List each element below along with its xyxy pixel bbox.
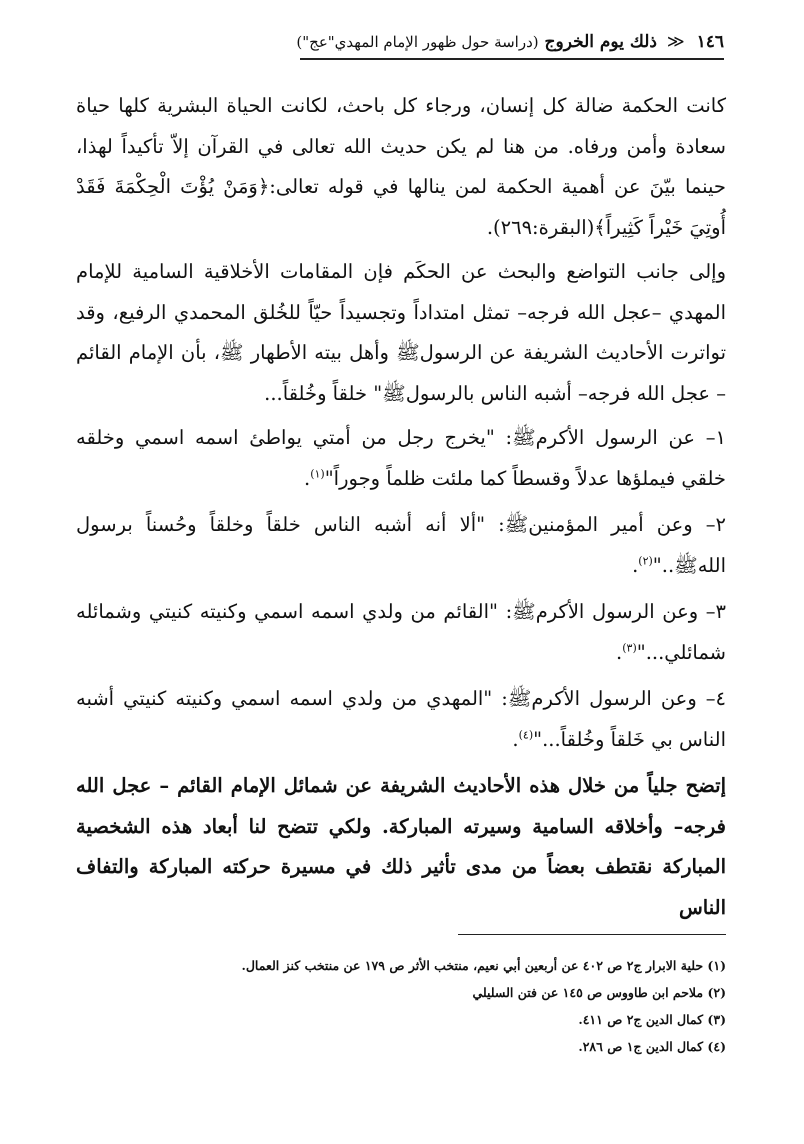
running-header <box>296 32 724 60</box>
page-number: ١٤٦ <box>696 32 724 52</box>
book-title: ذلك يوم الخروج <box>544 32 657 52</box>
paragraph-morals: وإلى جانب التواضع والبحث عن الحكَم فإن المقامات الأخلاقية السامية للإمام المهدي –عجل الله فرجه– تمثل امتداداً وتجسيداً حيّاً للخُلق المحمدي الرفيع، وقد تواترت الأحاديث الشريفة عن الرسولﷺ وأهل بيته الأطهار ﷺ، بأن الإمام القائم – عجل الله فرجه– أشبه الناس بالرسولﷺ" خلقاً وخُلقاً... <box>76 260 726 405</box>
footnote-item: (٤) كمال الدين ج١ ص ٢٨٦. <box>578 1039 726 1054</box>
paragraph-conclusion: إتضح جلياً من خلال هذه الأحاديث الشريفة عن شمائل الإمام القائم – عجل الله فرجه– وأخلاقه السامية وسيرته المباركة. ولكي تتضح لنا أبعاد هذه الشخصية المباركة نقتطف بعضاً من مدى تأثير ذلك في مسيرة حركته المباركة والتفاف الناس <box>76 774 726 919</box>
paragraph-wisdom: كانت الحكمة ضالة كل إنسان، ورجاء كل باحث، لكانت الحياة البشرية كلها حياة سعادة وأمن ورفاه. من هنا لم يكن حديث الله تعالى في القرآن إلاّ تأكيداً لهذا، حينما بيّنَ عن أهمية الحكمة لمن ينالها في قوله تعالى:﴿وَمَنْ يُؤْتَ الْحِكْمَةَ فَقَدْ أُوتِيَ خَيْراً كَثِيراً﴾(البقرة:٢٦٩). <box>76 94 726 239</box>
hadith-item: ٣– وعن الرسول الأكرمﷺ: "القائم من ولدي اسمه اسمي وكنيته كنيتي وشمائله شمائلي..."$^{(٣)}$. <box>76 600 726 664</box>
hadith-text: ٢– وعن أمير المؤمنينﷺ: "ألا أنه أشبه الناس خلقاً وخلقاً وحُسناً برسول اللهﷺ.." <box>76 513 726 577</box>
hadith-text: ١– عن الرسول الأكرمﷺ: "يخرج رجل من أمتي يواطئ اسمه اسمي وخلقه خلقي فيملؤها عدلاً وقسطاً كما ملئت ظلماً وجوراً" <box>76 426 726 490</box>
footnote-ref: (٤) <box>518 728 534 741</box>
footnote-item: (٢) ملاحم ابن طاووس ص ١٤٥ عن فتن السليلي <box>472 985 726 1000</box>
hadith-item: ٢– وعن أمير المؤمنينﷺ: "ألا أنه أشبه الناس خلقاً وخلقاً وحُسناً برسول اللهﷺ.."$^{(٢)}$. <box>76 513 726 577</box>
hadith-item: ١– عن الرسول الأكرمﷺ: "يخرج رجل من أمتي يواطئ اسمه اسمي وخلقه خلقي فيملؤها عدلاً وقسطاً كما ملئت ظلماً وجوراً"$^{(١)}$. <box>76 426 726 490</box>
arrow-icon: ≪ <box>666 32 685 52</box>
body-text <box>76 86 726 932</box>
footnote-ref: (٣) <box>622 641 637 654</box>
hadith-text: ٣– وعن الرسول الأكرمﷺ: "القائم من ولدي اسمه اسمي وكنيته كنيتي وشمائله شمائلي..." <box>76 600 726 664</box>
book-subtitle: (دراسة حول ظهور الإمام المهدي"عج") <box>296 33 539 51</box>
hadith-item: ٤– وعن الرسول الأكرمﷺ: "المهدي من ولدي اسمه اسمي وكنيته كنيتي أشبه الناس بي خَلقاً وخُلقاً..."$^{(٤)}$. <box>76 687 726 751</box>
footnote-item: (١) حلية الابرار ج٢ ص ٤٠٢ عن أربعين أبي نعيم، منتخب الأثر ص ١٧٩ عن منتخب كنز العمال. <box>241 958 726 973</box>
footnotes <box>76 952 726 1060</box>
footnote-item: (٣) كمال الدين ج٢ ص ٤١١. <box>578 1012 726 1027</box>
footnote-divider <box>458 934 726 935</box>
footnote-ref: (٢) <box>638 554 653 567</box>
footnote-ref: (١) <box>310 467 325 480</box>
hadith-text: ٤– وعن الرسول الأكرمﷺ: "المهدي من ولدي اسمه اسمي وكنيته كنيتي أشبه الناس بي خَلقاً وخُلقاً..." <box>76 687 726 751</box>
